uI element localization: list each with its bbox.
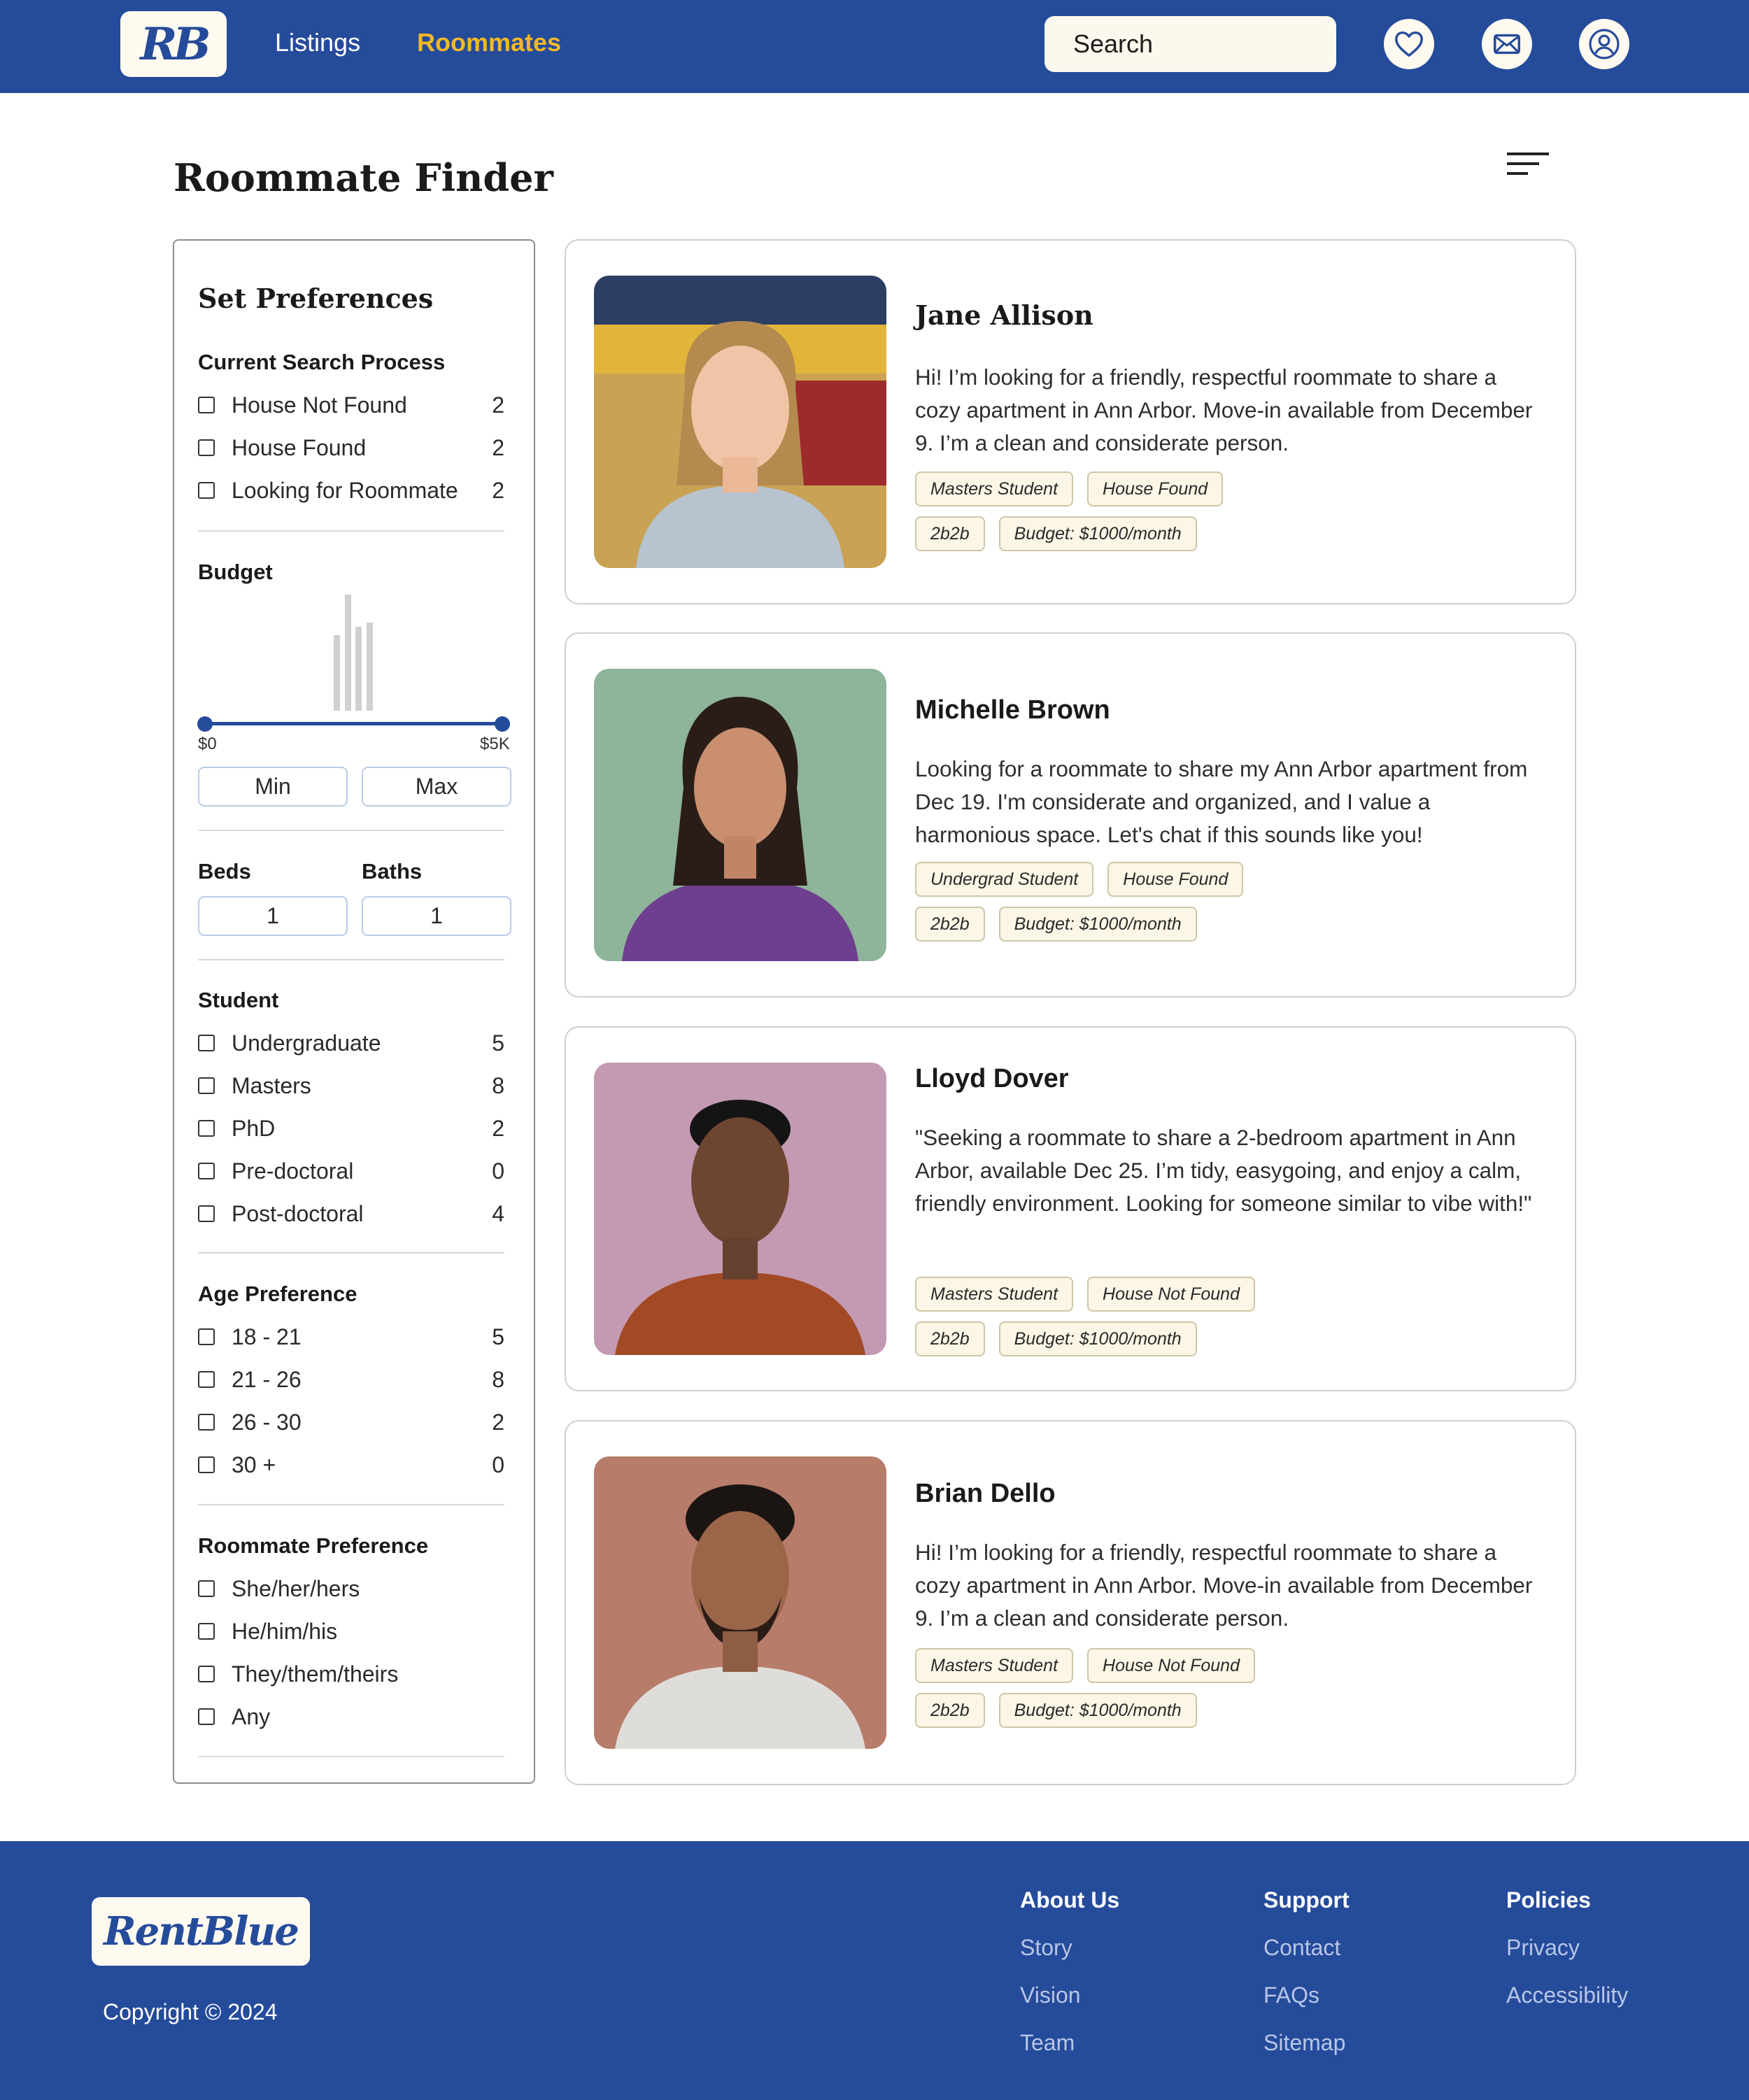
checkbox[interactable] bbox=[198, 1414, 215, 1431]
tag-student: Undergrad Student bbox=[915, 862, 1093, 897]
checkbox[interactable] bbox=[198, 1623, 215, 1640]
footer-heading-support: Support bbox=[1263, 1887, 1350, 1913]
option-count: 5 bbox=[492, 1324, 504, 1349]
profile-photo bbox=[594, 669, 886, 961]
budget-max-handle[interactable] bbox=[495, 716, 510, 732]
roommate-name[interactable]: Brian Dello bbox=[915, 1479, 1056, 1508]
footer-heading-about: About Us bbox=[1020, 1887, 1120, 1913]
profile-photo bbox=[594, 1456, 886, 1749]
option-count: 0 bbox=[492, 1158, 504, 1184]
roommate-card[interactable] bbox=[565, 239, 1576, 604]
footer-link-sitemap[interactable]: Sitemap bbox=[1263, 2030, 1346, 2055]
budget-histogram-bar bbox=[334, 635, 340, 711]
option-label: 26 - 30 bbox=[232, 1409, 302, 1435]
footer-link-contact[interactable]: Contact bbox=[1263, 1935, 1341, 1960]
option-label: She/her/hers bbox=[232, 1575, 360, 1601]
option-label: He/him/his bbox=[232, 1618, 338, 1644]
sidebar-title: Set Preferences bbox=[198, 283, 434, 314]
filter-option[interactable] bbox=[198, 1451, 504, 1479]
baths-label: Baths bbox=[362, 859, 423, 884]
tag-row bbox=[915, 862, 1257, 897]
option-label: House Found bbox=[232, 434, 367, 460]
checkbox[interactable] bbox=[198, 1371, 215, 1388]
tag-row bbox=[915, 471, 1237, 506]
footer-logo[interactable] bbox=[92, 1897, 310, 1966]
page-title: Roommate Finder bbox=[174, 155, 553, 200]
filter-option[interactable] bbox=[198, 1157, 504, 1185]
tag-row bbox=[915, 516, 1211, 551]
footer-link-privacy[interactable]: Privacy bbox=[1506, 1935, 1580, 1960]
option-label: Post-doctoral bbox=[232, 1200, 364, 1226]
checkbox[interactable] bbox=[198, 1035, 215, 1051]
option-label: Pre-doctoral bbox=[232, 1158, 354, 1184]
roommate-card[interactable] bbox=[565, 1026, 1576, 1391]
budget-histogram-bar bbox=[367, 623, 373, 711]
checkbox[interactable] bbox=[198, 1666, 215, 1682]
tag-student: Masters Student bbox=[915, 471, 1073, 506]
divider bbox=[198, 959, 504, 960]
budget-min-label: $0 bbox=[198, 735, 217, 753]
filter-option[interactable] bbox=[198, 1200, 504, 1228]
budget-max-label: $5K bbox=[480, 735, 510, 753]
logo-text: RB bbox=[140, 17, 207, 71]
tag-row bbox=[915, 1277, 1269, 1312]
option-count: 4 bbox=[492, 1200, 504, 1226]
checkbox[interactable] bbox=[198, 482, 215, 499]
option-count: 5 bbox=[492, 1030, 504, 1056]
footer-link-faqs[interactable]: FAQs bbox=[1263, 1982, 1320, 2008]
footer-link-accessibility[interactable]: Accessibility bbox=[1506, 1982, 1629, 2008]
divider bbox=[198, 830, 504, 831]
copyright-text: Copyright © 2024 bbox=[103, 1999, 278, 2024]
filter-option[interactable] bbox=[198, 1660, 504, 1688]
tag-student: Masters Student bbox=[915, 1277, 1073, 1312]
checkbox[interactable] bbox=[198, 1163, 215, 1179]
beds-input[interactable] bbox=[198, 896, 348, 936]
filter-option[interactable] bbox=[198, 1365, 504, 1393]
filter-option[interactable] bbox=[198, 1575, 504, 1603]
roommate-description: Hi! I’m looking for a friendly, respectful roommate to share a cozy apartment in Ann Arbor. Move-in available from December 9. I’m a clean and considerate person. bbox=[915, 1540, 1533, 1631]
option-label: PhD bbox=[232, 1115, 276, 1141]
option-count: 2 bbox=[492, 477, 504, 503]
divider bbox=[198, 530, 504, 532]
footer-link-story[interactable]: Story bbox=[1020, 1935, 1072, 1960]
option-count: 2 bbox=[492, 434, 504, 460]
tag-house-status: House Found bbox=[1087, 471, 1223, 506]
tag-row bbox=[915, 907, 1211, 942]
footer-link-team[interactable]: Team bbox=[1020, 2030, 1075, 2055]
baths-input[interactable] bbox=[362, 896, 511, 936]
option-label: 21 - 26 bbox=[232, 1366, 302, 1392]
tag-row bbox=[915, 1693, 1211, 1728]
budget-heading: Budget bbox=[198, 560, 273, 584]
filter-option[interactable] bbox=[198, 1617, 504, 1645]
tag-house-status: House Found bbox=[1107, 862, 1243, 897]
budget-min-handle[interactable] bbox=[197, 716, 213, 732]
filter-option[interactable] bbox=[198, 1323, 504, 1351]
profile-photo bbox=[594, 276, 886, 568]
heart-icon[interactable] bbox=[1384, 19, 1434, 69]
tag-layout: 2b2b bbox=[915, 1321, 985, 1356]
divider bbox=[198, 1504, 504, 1505]
checkbox[interactable] bbox=[198, 397, 215, 413]
roommate-name[interactable]: Lloyd Dover bbox=[915, 1064, 1069, 1093]
top-nav bbox=[0, 0, 1749, 93]
budget-max-input[interactable] bbox=[362, 767, 511, 807]
option-count: 2 bbox=[492, 392, 504, 418]
option-label: Masters bbox=[232, 1072, 311, 1098]
budget-histogram-bar bbox=[355, 627, 362, 711]
option-label: Any bbox=[232, 1703, 271, 1729]
roommate-name[interactable]: Jane Allison bbox=[915, 299, 1093, 331]
tag-budget: Budget: $1000/month bbox=[999, 907, 1197, 942]
tag-layout: 2b2b bbox=[915, 907, 985, 942]
filter-option[interactable] bbox=[198, 1114, 504, 1142]
roommate-description: "Seeking a roommate to share a 2-bedroom apartment in Ann Arbor, available Dec 25. I’m tidy, easygoing, and enjoy a calm, friendly environment. Looking for someone similar to vibe with!" bbox=[915, 1125, 1532, 1216]
roommate-card[interactable] bbox=[565, 1420, 1576, 1785]
filter-option[interactable] bbox=[198, 1703, 504, 1731]
site-logo[interactable] bbox=[120, 11, 227, 77]
tag-layout: 2b2b bbox=[915, 516, 985, 551]
filter-option[interactable] bbox=[198, 391, 504, 419]
preferences-sidebar bbox=[173, 239, 535, 1784]
budget-slider-track[interactable] bbox=[205, 722, 502, 725]
user-icon[interactable] bbox=[1579, 19, 1629, 69]
divider bbox=[198, 1756, 504, 1757]
tag-layout: 2b2b bbox=[915, 1693, 985, 1728]
budget-histogram-bar bbox=[345, 595, 351, 711]
tag-budget: Budget: $1000/month bbox=[999, 1693, 1197, 1728]
checkbox[interactable] bbox=[198, 1580, 215, 1597]
option-label: They/them/theirs bbox=[232, 1661, 399, 1687]
tag-budget: Budget: $1000/month bbox=[999, 516, 1197, 551]
option-label: 30 + bbox=[232, 1452, 276, 1477]
roommate-description: Hi! I’m looking for a friendly, respectful roommate to share a cozy apartment in Ann Arbor. Move-in available from December 9. I’m a clean and considerate person. bbox=[915, 364, 1533, 455]
footer-heading-policies: Policies bbox=[1506, 1887, 1591, 1913]
beds-label: Beds bbox=[198, 859, 251, 884]
checkbox[interactable] bbox=[198, 439, 215, 456]
age-heading: Age Preference bbox=[198, 1282, 357, 1306]
roommate-description: Looking for a roommate to share my Ann Arbor apartment from Dec 19. I'm considerate and organized, and I value a harmonious space. Let's chat if this sounds like you! bbox=[915, 756, 1528, 847]
search-input[interactable] bbox=[1045, 16, 1336, 72]
checkbox[interactable] bbox=[198, 1328, 215, 1345]
option-count: 0 bbox=[492, 1452, 504, 1477]
budget-min-input[interactable] bbox=[198, 767, 348, 807]
tag-row bbox=[915, 1321, 1211, 1356]
profile-photo bbox=[594, 1063, 886, 1355]
tag-row bbox=[915, 1648, 1269, 1683]
roommate-card[interactable] bbox=[565, 632, 1576, 998]
option-count: 8 bbox=[492, 1072, 504, 1098]
search-process-heading: Current Search Process bbox=[198, 350, 446, 374]
filter-option[interactable] bbox=[198, 1029, 504, 1057]
checkbox[interactable] bbox=[198, 1077, 215, 1094]
checkbox[interactable] bbox=[198, 1205, 215, 1222]
filter-option[interactable] bbox=[198, 476, 504, 504]
option-label: Undergraduate bbox=[232, 1030, 381, 1056]
tag-house-status: House Not Found bbox=[1087, 1277, 1255, 1312]
option-count: 2 bbox=[492, 1409, 504, 1435]
divider bbox=[198, 1252, 504, 1254]
option-count: 2 bbox=[492, 1115, 504, 1141]
site-footer bbox=[0, 1841, 1749, 2100]
footer-link-vision[interactable]: Vision bbox=[1020, 1982, 1081, 2008]
tag-student: Masters Student bbox=[915, 1648, 1073, 1683]
checkbox[interactable] bbox=[198, 1708, 215, 1725]
filter-option[interactable] bbox=[198, 1072, 504, 1100]
footer-logo-text: RentBlue bbox=[104, 1908, 298, 1954]
filter-option[interactable] bbox=[198, 1408, 504, 1436]
mail-icon[interactable] bbox=[1482, 19, 1532, 69]
option-label: 18 - 21 bbox=[232, 1324, 302, 1349]
option-count: 8 bbox=[492, 1366, 504, 1392]
roommate-pref-heading: Roommate Preference bbox=[198, 1533, 429, 1558]
tag-house-status: House Not Found bbox=[1087, 1648, 1255, 1683]
roommate-name[interactable]: Michelle Brown bbox=[915, 695, 1110, 725]
checkbox[interactable] bbox=[198, 1456, 215, 1473]
nav-listings-link[interactable]: Listings bbox=[275, 28, 361, 57]
option-label: House Not Found bbox=[232, 392, 407, 418]
tag-budget: Budget: $1000/month bbox=[999, 1321, 1197, 1356]
student-heading: Student bbox=[198, 988, 279, 1012]
checkbox[interactable] bbox=[198, 1120, 215, 1137]
sort-lines-icon[interactable] bbox=[1506, 150, 1552, 180]
nav-roommates-link[interactable]: Roommates bbox=[417, 28, 562, 57]
filter-option[interactable] bbox=[198, 434, 504, 462]
option-label: Looking for Roommate bbox=[232, 477, 458, 503]
